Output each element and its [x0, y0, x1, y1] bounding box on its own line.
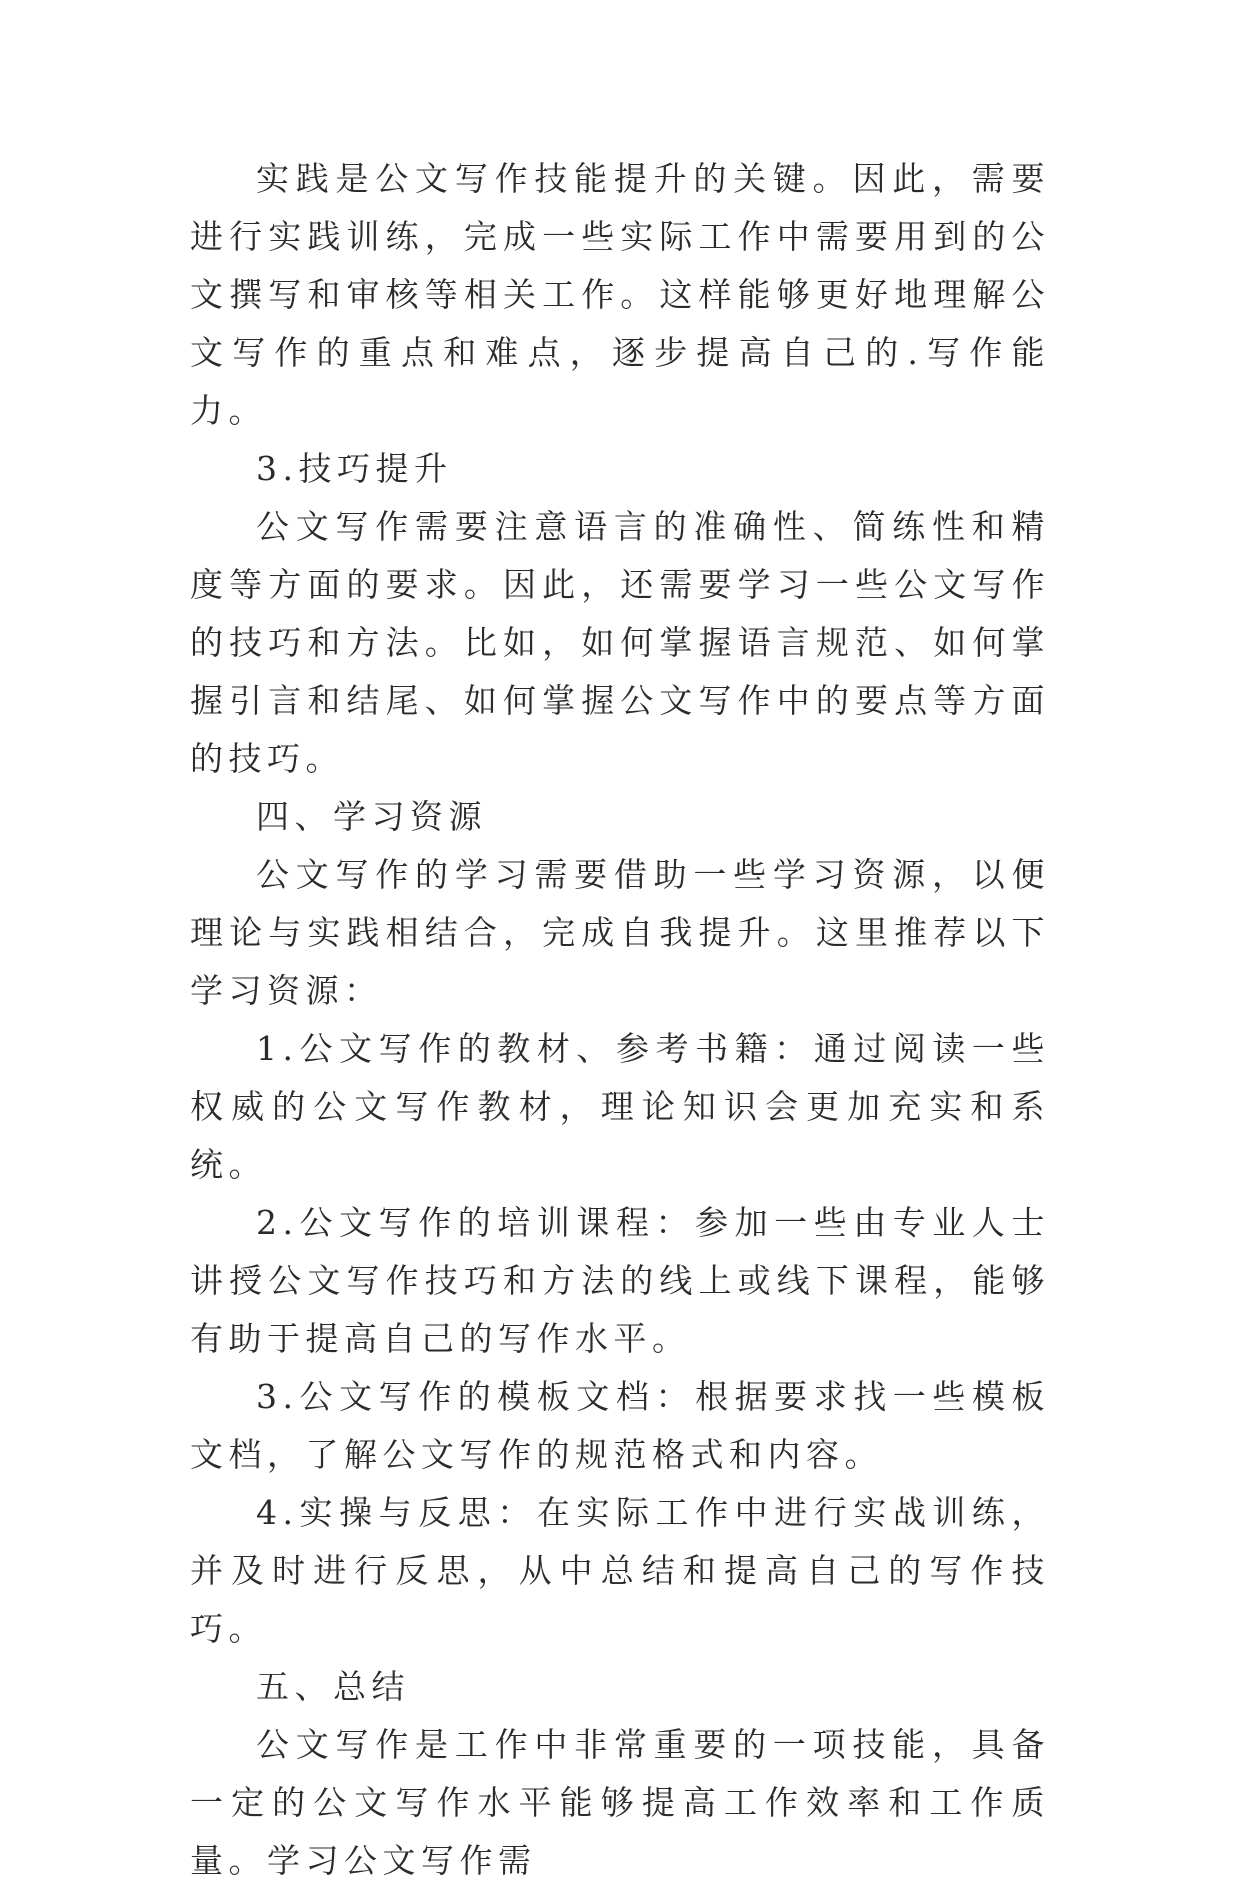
document-body: [190, 150, 1050, 1890]
heading-learning-resources: 四、学习资源: [256, 797, 487, 836]
paragraph-summary: 公文写作是工作中非常重要的一项技能，具备一定的公文写作水平能够提高工作效率和工作质量。学习公文写作需: [190, 1725, 1050, 1880]
paragraph-practice: 实践是公文写作技能提升的关键。因此，需要进行实践训练，完成一些实际工作中需要用到的公文撰写和审核等相关工作。这样能够更好地理解公文写作的重点和难点，逐步提高自己的.写作能力。: [190, 159, 1050, 430]
paragraph-resources-intro: 公文写作的学习需要借助一些学习资源，以便理论与实践相结合，完成自我提升。这里推荐以下学习资源：: [190, 855, 1050, 1010]
heading-summary: 五、总结: [256, 1667, 410, 1706]
heading-skill-improvement: 3.技巧提升: [256, 449, 453, 488]
paragraph-skills: 公文写作需要注意语言的准确性、简练性和精度等方面的要求。因此，还需要学习一些公文写作的技巧和方法。比如，如何掌握语言规范、如何掌握引言和结尾、如何掌握公文写作中的要点等方面的技巧。: [190, 507, 1050, 778]
list-item-courses: 2.公文写作的培训课程：参加一些由专业人士讲授公文写作技巧和方法的线上或线下课程，能够有助于提高自己的写作水平。: [190, 1203, 1050, 1358]
list-item-practice-reflection: 4.实操与反思：在实际工作中进行实战训练，并及时进行反思，从中总结和提高自己的写作技巧。: [190, 1493, 1050, 1648]
list-item-templates: 3.公文写作的模板文档：根据要求找一些模板文档，了解公文写作的规范格式和内容。: [190, 1377, 1050, 1474]
list-item-textbooks: 1.公文写作的教材、参考书籍：通过阅读一些权威的公文写作教材，理论知识会更加充实和系统。: [190, 1029, 1050, 1184]
